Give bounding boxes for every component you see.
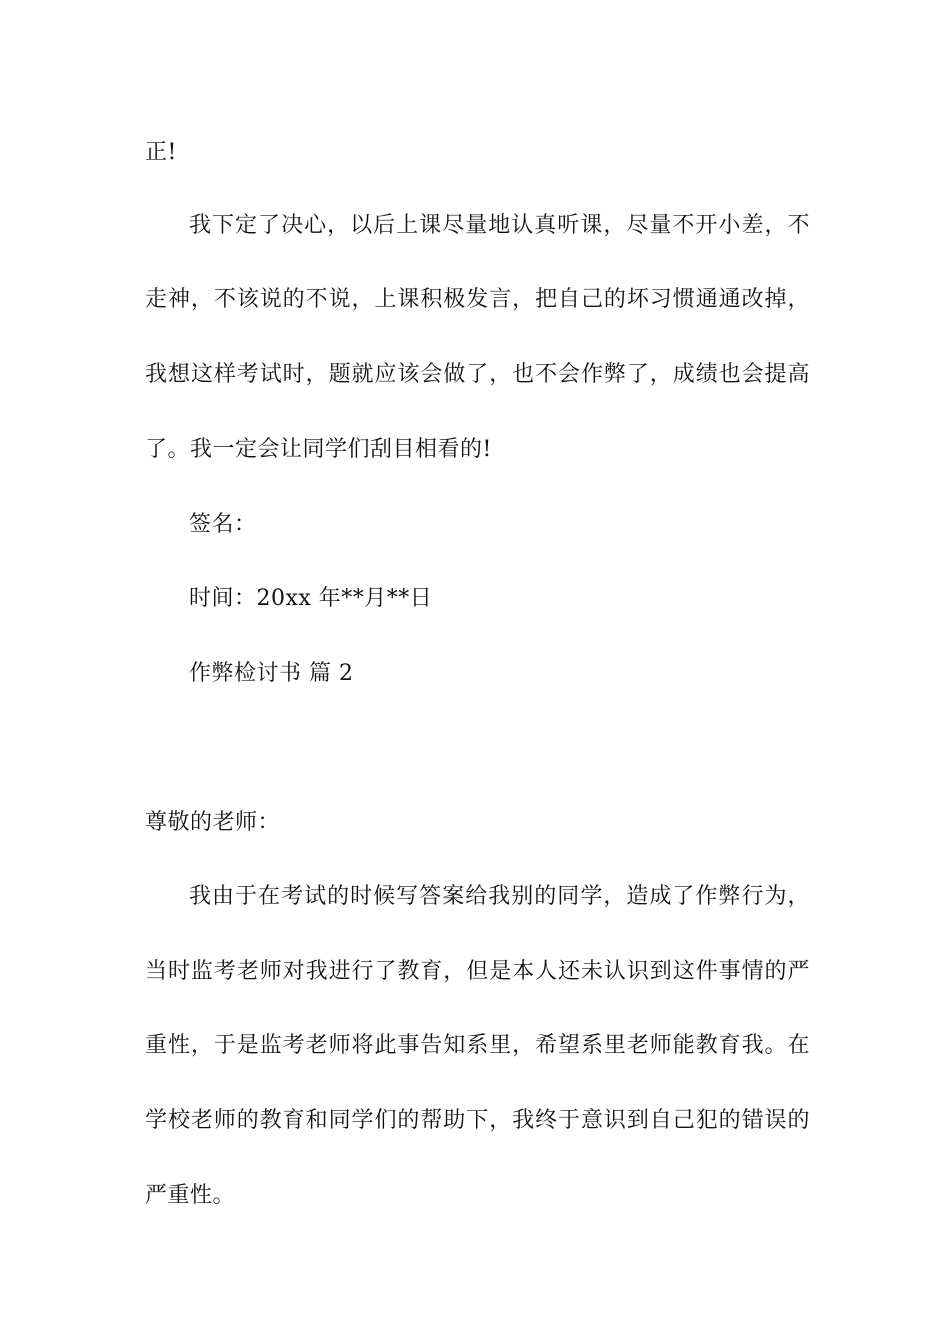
paragraph-line: 走神，不该说的不说，上课积极发言，把自己的坏习惯通通改掉， [145, 287, 810, 312]
paragraph-line: 了。我一定会让同学们刮目相看的! [145, 437, 492, 462]
paragraph-line: 我想这样考试时，题就应该会做了，也不会作弊了，成绩也会提高 [145, 362, 810, 387]
paragraph-line: 我下定了决心，以后上课尽量地认真听课，尽量不开小差，不 [189, 213, 810, 238]
date-line: 时间：20xx 年**月**日 [189, 586, 433, 611]
section-title: 作弊检讨书 篇 2 [189, 661, 354, 686]
paragraph-line: 当时监考老师对我进行了教育，但是本人还未认识到这件事情的严 [145, 959, 810, 984]
paragraph-line: 学校老师的教育和同学们的帮助下，我终于意识到自己犯的错误的 [145, 1108, 810, 1133]
signature-label: 签名： [189, 512, 257, 537]
paragraph-line: 我由于在考试的时候写答案给我别的同学，造成了作弊行为， [189, 884, 810, 909]
paragraph-line: 正! [145, 140, 177, 165]
paragraph-line: 重性，于是监考老师将此事告知系里，希望系里老师能教育我。在 [145, 1033, 810, 1058]
salutation: 尊敬的老师： [145, 810, 281, 835]
paragraph-line: 严重性。 [145, 1183, 236, 1208]
